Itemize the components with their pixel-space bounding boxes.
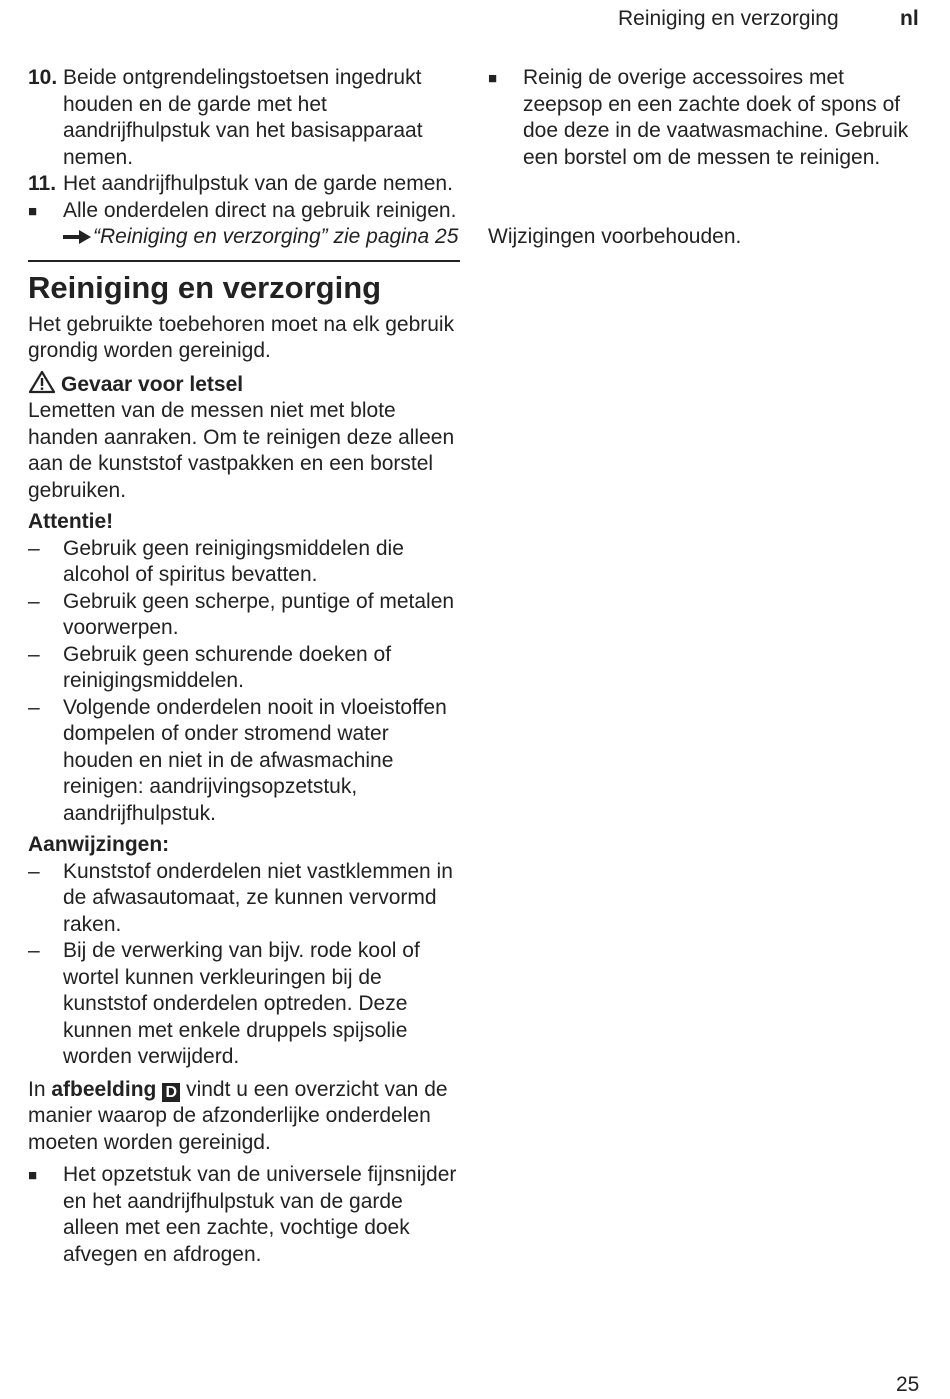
cross-reference: “Reiniging en verzorging” zie pagina 25: [93, 225, 459, 248]
dash-bullet: –: [28, 642, 40, 666]
attention-item-text: Gebruik geen schurende doeken of reinigingsmiddelen.: [63, 642, 392, 692]
dash-bullet: –: [28, 939, 40, 962]
page-number: 25: [896, 1373, 920, 1396]
step-10: [28, 65, 460, 171]
bullet-clean-after-use: [28, 198, 460, 251]
attention-item: [28, 589, 460, 642]
step-text: Beide ontgrendelingstoetsen ingedrukt houden en de garde met het aandrijfhulpstuk van het basisapparaat nemen.: [63, 66, 423, 169]
arrow-right-icon: [63, 230, 91, 244]
bullet-other-accessories: [488, 65, 918, 171]
danger-heading: [28, 370, 460, 399]
attention-item: [28, 642, 460, 695]
figure-letter-badge: D: [162, 1083, 180, 1102]
step-number: 10.: [28, 66, 58, 89]
right-column: [488, 65, 918, 251]
figure-ref-bold: afbeelding: [51, 1077, 157, 1101]
notes-item-text: Bij de verwerking van bijv. rode kool of wortel kunnen verkleuringen bij de kunststof onderdelen optreden. Deze kunnen met enkele druppels spijsolie worden verwijderd.: [63, 939, 420, 1068]
notes-item: [28, 859, 460, 939]
bullet-text: Het opzetstuk van de universele fijnsnijder en het aandrijfhulpstuk van de garde alleen met een zachte, vochtige doek afvegen en afdrogen.: [63, 1163, 457, 1266]
danger-title: Gevaar voor letsel: [61, 372, 244, 396]
step-11: [28, 171, 460, 198]
square-bullet-icon: ■: [28, 1167, 38, 1184]
intro-text: Het gebruikte toebehoren moet na elk gebruik grondig worden gereinigd.: [28, 312, 455, 362]
language-tag: nl: [900, 7, 919, 30]
bullet-text: Alle onderdelen direct na gebruik reinigen.: [63, 198, 457, 222]
attention-item-text: Gebruik geen reinigingsmiddelen die alcohol of spiritus bevatten.: [63, 536, 404, 586]
notes-item-text: Kunststof onderdelen niet vastklemmen in de afwasautomaat, ze kunnen vervormd raken.: [63, 859, 453, 936]
step-number: 11.: [28, 172, 57, 195]
figure-reference-paragraph: [28, 1077, 460, 1157]
attention-item-text: Gebruik geen scherpe, puntige of metalen voorwerpen.: [63, 589, 455, 639]
dash-bullet: –: [28, 859, 40, 883]
danger-text: Lemetten van de messen niet met blote handen aanraken. Om te reinigen deze alleen aan de kunststof vastpakken en een borstel gebruiken.: [28, 399, 455, 502]
dash-bullet: –: [28, 589, 40, 613]
notes-title: Aanwijzingen:: [28, 833, 170, 856]
square-bullet-icon: ■: [28, 202, 38, 220]
attention-title: Attentie!: [28, 510, 114, 533]
attention-item: [28, 695, 460, 828]
figure-ref-pre: In: [28, 1077, 46, 1101]
section-title: Reiniging en verzorging: [28, 269, 382, 305]
step-text: Het aandrijfhulpstuk van de garde nemen.: [63, 172, 453, 195]
dash-bullet: –: [28, 695, 40, 719]
dash-bullet: –: [28, 536, 40, 560]
left-column: [28, 65, 460, 1268]
figure-ref-post: vindt u een overzicht van de manier waarop de afzonderlijke onderdelen moeten worden gereinigd.: [28, 1077, 448, 1154]
attention-item: [28, 536, 460, 589]
bullet-wipe-attachments: [28, 1162, 460, 1268]
notes-item: [28, 938, 460, 1071]
bullet-text: Reinig de overige accessoires met zeepsop en een zachte doek of spons of doe deze in de vaatwasmachine. Gebruik een borstel om de messen te reinigen.: [523, 66, 909, 169]
attention-item-text: Volgende onderdelen nooit in vloeistoffen dompelen of onder stromend water houden en niet in de afwasmachine reinigen: aandrijvingsopzetstuk, aandrijfhulpstuk.: [63, 695, 447, 825]
change-notice: Wijzigingen voorbehouden.: [488, 225, 742, 248]
section-divider: [28, 260, 460, 262]
square-bullet-icon: ■: [488, 70, 498, 87]
warning-triangle-icon: [28, 370, 56, 394]
running-header-title: Reiniging en verzorging: [618, 7, 839, 30]
